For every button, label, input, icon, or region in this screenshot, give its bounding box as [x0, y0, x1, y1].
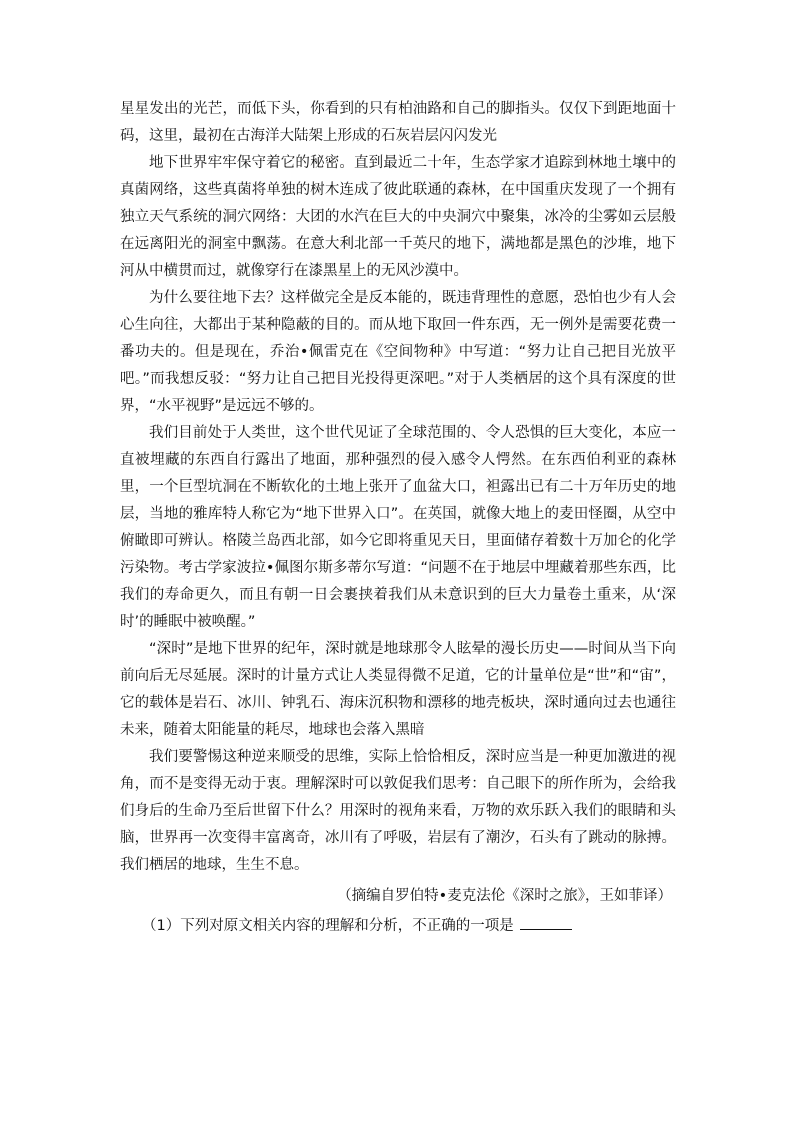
answer-blank[interactable] [520, 915, 572, 930]
question-1-text: （1）下列对原文相关内容的理解和分析，不正确的一项是 [142, 918, 514, 934]
paragraph-3: 为什么要往地下去？这样做完全是反本能的，既违背理性的意愿，恐怕也少有人会心生向往，大都出于某种隐蔽的目的。而从地下取回一件东西，无一例外是需要花费一番功夫的。但是现在，乔治•佩雷克在《空间物种》中写道：“努力让自己把目光放平吧。”而我想反驳：“努力让自己把目光投得更深吧。”对于人类栖居的这个具有深度的世界，“水平视野”是远远不够的。 [120, 290, 676, 414]
paragraph-4: 我们目前处于人类世，这个世代见证了全球范围的、令人恐惧的巨大变化，本应一直被埋藏的东西自行露出了地面，那种强烈的侵入感令人愕然。在东西伯利亚的森林里，一个巨型坑洞在不断软化的土地上张开了血盆大口，袒露出已有二十万年历史的地层，当地的雅库特人称它为“地下世界入口”。在英国，就像大地上的麦田怪圈，从空中俯瞰即可辨认。格陵兰岛西北部，如今它即将重见天日，里面储存着数十万加仑的化学污染物。考古学家波拉•佩图尔斯多蒂尔写道：“问题不在于地层中埋藏着那些东西，比我们的寿命更久，而且有朝一日会裹挟着我们从未意识到的巨大力量卷土重来，从‘深时’的睡眠中被唤醒。” [120, 425, 676, 630]
article-body [120, 96, 676, 940]
paragraph-6: 我们要警惕这种逆来顺受的思维，实际上恰恰相反，深时应当是一种更加激进的视角，而不是变得无动于衷。理解深时可以敦促我们思考：自己眼下的所作所为，会给我们身后的生命乃至后世留下什么？用深时的视角来看，万物的欢乐跃入我们的眼睛和头脑，世界再一次变得丰富离奇，冰川有了呼吸，岩层有了潮汐，石头有了跳动的脉搏。我们栖居的地球，生生不息。 [120, 749, 676, 873]
paragraph-1: 星星发出的光芒，而低下头，你看到的只有柏油路和自己的脚指头。仅仅下到距地面十码，这里，最初在古海洋大陆架上形成的石灰岩层闪闪发光 [120, 101, 676, 144]
paragraph-5: “深时”是地下世界的纪年，深时就是地球那令人眩晕的漫长历史——时间从当下向前向后无尽延展。深时的计量方式让人类显得微不足道，它的计量单位是“世”和“宙”，它的载体是岩石、冰川、钟乳石、海床沉积物和漂移的地壳板块，深时通向过去也通往未来，随着太阳能量的耗尽，地球也会落入黑暗 [120, 641, 676, 738]
question-1 [120, 913, 676, 940]
paragraph-2: 地下世界牢牢保守着它的秘密。直到最近二十年，生态学家才追踪到林地土壤中的真菌网络，这些真菌将单独的树木连成了彼此联通的森林，在中国重庆发现了一个拥有独立天气系统的洞穴网络：大团的水汽在巨大的中央洞穴中聚集，冰冷的尘雾如云层般在远离阳光的洞室中飘荡。在意大利北部一千英尺的地下，满地都是黑色的沙堆，地下河从中横贯而过，就像穿行在漆黑星上的无风沙漠中。 [120, 155, 676, 279]
article-source: （摘编自罗伯特•麦克法伦《深时之旅》，王如菲译） [337, 888, 672, 904]
